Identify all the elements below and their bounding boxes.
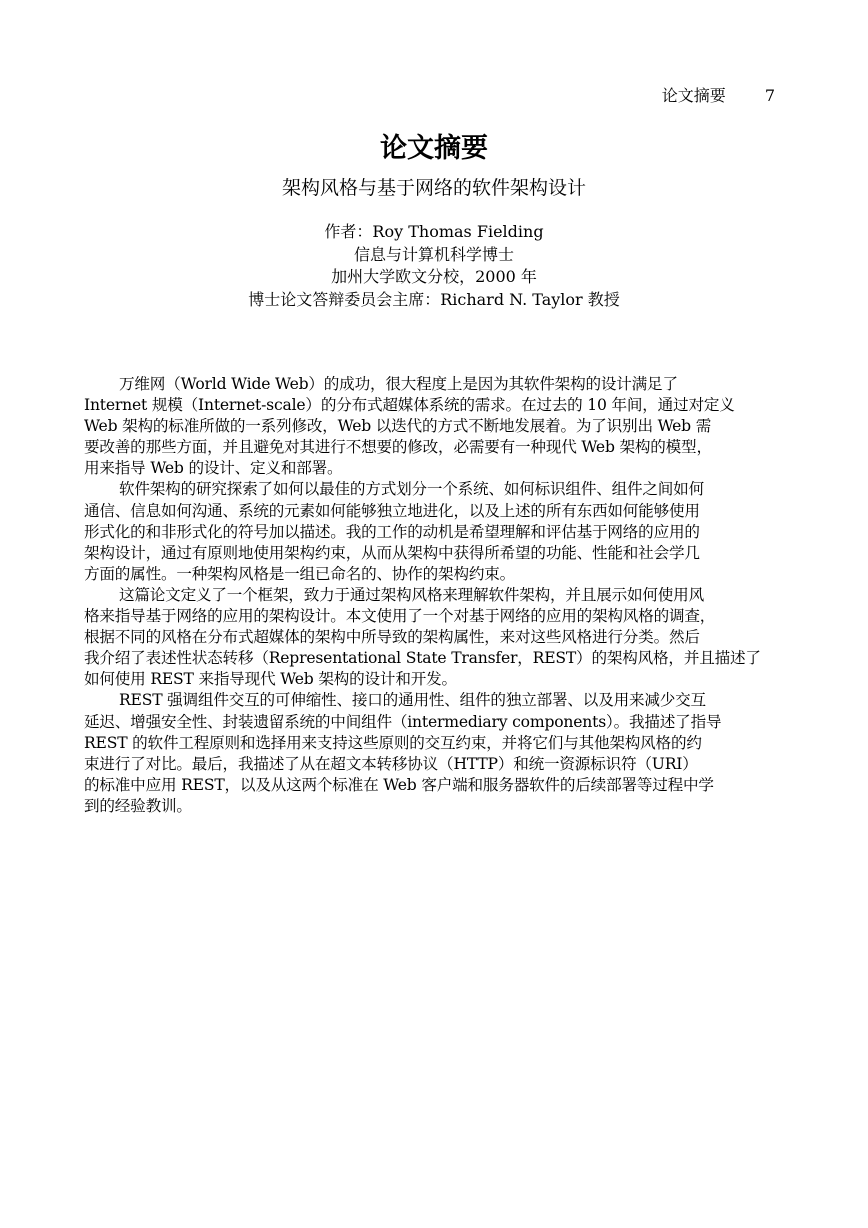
page-title: 论文摘要 (380, 133, 488, 164)
committee-line: 博士论文答辩委员会主席：Richard N. Taylor 教授 (248, 289, 620, 309)
author-line: 作者：Roy Thomas Fielding (324, 222, 544, 241)
paragraph-line: 我介绍了表述性状态转移（Representational State Transfer，REST）的架构风格，并且描述了 (84, 649, 761, 668)
paragraph-line: 格来指导基于网络的应用的架构设计。本文使用了一个对基于网络的应用的架构风格的调查， (84, 607, 716, 626)
paragraph-line: 架构设计，通过有原则地使用架构约束，从而从架构中获得所希望的功能、性能和社会学几 (84, 543, 700, 562)
abstract-paragraph (84, 374, 784, 479)
thesis-meta (0, 221, 868, 311)
paragraph-line: 到的经验教训。 (84, 796, 192, 815)
running-header-section: 论文摘要 (661, 86, 726, 105)
paragraph-line: 的标准中应用 REST，以及从这两个标准在 Web 客户端和服务器软件的后续部署等过程中学 (84, 775, 714, 794)
running-header (662, 86, 775, 106)
paragraph-line: 根据不同的风格在分布式超媒体的架构中所导致的架构属性，来对这些风格进行分类。然后 (84, 628, 700, 647)
abstract-paragraph (84, 690, 784, 817)
paragraph-line: REST 的软件工程原则和选择用来支持这些原则的交互约束，并将它们与其他架构风格的约 (84, 733, 702, 752)
paragraph-line: Internet 规模（Internet-scale）的分布式超媒体系统的需求。在过去的 10 年间，通过对定义 (84, 396, 735, 415)
school-line: 加州大学欧文分校，2000 年 (331, 267, 537, 286)
paragraph-line: 要改善的那些方面，并且避免对其进行不想要的修改，必需要有一种现代 Web 架构的模型， (84, 438, 712, 457)
paragraph-line: REST 强调组件交互的可伸缩性、接口的通用性、组件的独立部署、以及用来减少交互 (119, 691, 706, 710)
abstract-paragraph (84, 479, 784, 584)
degree-line: 信息与计算机科学博士 (353, 244, 514, 264)
paragraph-line: 束进行了对比。最后，我描述了从在超文本转移协议（HTTP）和统一资源标识符（URI） (84, 754, 698, 773)
paragraph-line: 通信、信息如何沟通、系统的元素如何能够独立地进化，以及上述的所有东西如何能够使用 (84, 501, 700, 520)
thesis-subtitle: 架构风格与基于网络的软件架构设计 (281, 177, 586, 199)
paragraph-line: 如何使用 REST 来指导现代 Web 架构的设计和开发。 (84, 670, 457, 689)
abstract-paragraph (84, 585, 784, 690)
page-number: 7 (764, 86, 775, 105)
paragraph-line: 软件架构的研究探索了如何以最佳的方式划分一个系统、如何标识组件、组件之间如何 (119, 480, 704, 499)
paragraph-line: 用来指导 Web 的设计、定义和部署。 (84, 459, 343, 478)
abstract-body (84, 374, 784, 817)
paragraph-line: 这篇论文定义了一个框架，致力于通过架构风格来理解软件架构，并且展示如何使用风 (119, 585, 704, 604)
paragraph-line: 方面的属性。一种架构风格是一组已命名的、协作的架构约束。 (84, 564, 516, 583)
paragraph-line: 形式化的和非形式化的符号加以描述。我的工作的动机是希望理解和评估基于网络的应用的 (84, 522, 700, 541)
paragraph-line: Web 架构的标准所做的一系列修改，Web 以迭代的方式不断地发展着。为了识别出 Web 需 (84, 417, 712, 436)
paragraph-line: 万维网（World Wide Web）的成功，很大程度上是因为其软件架构的设计满足了 (119, 375, 678, 393)
paragraph-line: 延迟、增强安全性、封装遗留系统的中间组件（intermediary components）。我描述了指导 (84, 712, 722, 731)
